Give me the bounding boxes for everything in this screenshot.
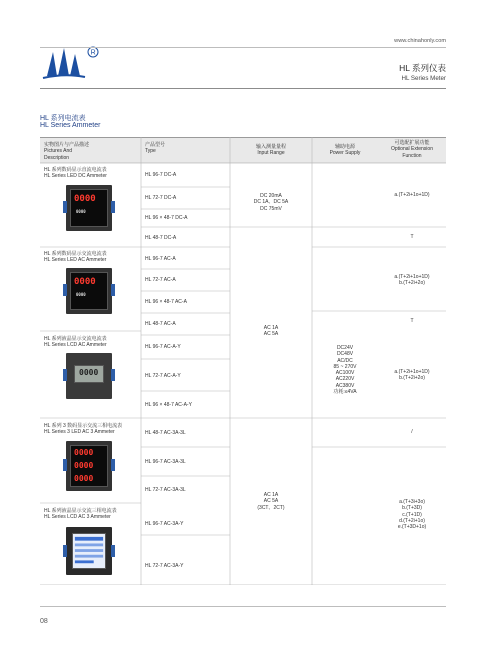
- header-rule-lower: [40, 88, 446, 89]
- header-input-range: 输入测量量程 Input Range: [255, 144, 286, 157]
- header-power-supply: 辅助电源 Power Supply: [329, 144, 361, 157]
- led-dc-meter-image: [66, 185, 112, 231]
- group-led-dc-label: HL 系列数码显示直流电流表 HL Series LED DC Ammeter: [44, 167, 107, 180]
- type-cell: HL 96-7 AC-3A-3L: [145, 459, 186, 465]
- meter-readout-small: 0000: [76, 292, 86, 297]
- type-cell: HL 72-7 AC-3A-3L: [145, 487, 186, 493]
- sailboat-logo: [41, 44, 105, 82]
- option-ac-cell: a.(T+2i+1o+1D) b.(T+2i+2o): [394, 274, 430, 287]
- svg-text:R: R: [90, 49, 96, 57]
- type-cell: HL 96-7 DC-A: [145, 172, 177, 178]
- option-ac-small-cell: T: [410, 318, 414, 324]
- meter-readout-small: 0000: [76, 209, 86, 214]
- website-url[interactable]: www.chinahonly.com: [394, 38, 446, 44]
- three-led-meter-image: [66, 441, 112, 491]
- type-cell: HL 48-7 DC-A: [145, 235, 177, 241]
- option-3led-cell: /: [411, 429, 413, 435]
- type-cell: HL 96-7 AC-A-Y: [145, 344, 181, 350]
- type-cell: HL 72-7 AC-A-Y: [145, 373, 181, 379]
- type-cell: HL 96 × 48-7 AC-A: [145, 299, 187, 305]
- section-title-cn: HL 系列电流表: [40, 115, 86, 122]
- ammeter-spec-table: [40, 137, 446, 585]
- type-cell: HL 72-7 AC-3A-Y: [145, 563, 184, 569]
- type-cell: HL 96-7 AC-A: [145, 256, 176, 262]
- type-cell: HL 96 × 48-7 DC-A: [145, 215, 188, 221]
- lcd-ac-meter-image: [66, 353, 112, 399]
- header-pictures: 实物图片与产品描述 Pictures And Description: [44, 142, 90, 161]
- meter-readout: 0000: [79, 368, 99, 377]
- group-led-ac-label: HL 系列数码显示交流电流表 HL Series LED AC Ammeter: [44, 251, 107, 264]
- range-ac-cell: AC 1A AC 5A: [263, 325, 279, 338]
- header-type: 产品型号 Type: [145, 142, 166, 155]
- header-rule: [40, 47, 446, 48]
- option-lcd-cell: a.(T+2i+1o+1D) b.(T+2i+2o): [394, 369, 430, 382]
- group-lcd-ac-label: HL 系列液晶显示交流电流表 HL Series LCD AC Ammeter: [44, 336, 107, 349]
- group-3led-ac-label: HL 系列 3 数码显示交流三相电流表 HL Series 3 LED AC 3 Ammeter: [44, 423, 123, 436]
- type-cell: HL 48-7 AC-A: [145, 321, 176, 327]
- header-optional-extension: 可选配扩展功能 Optional Extension Function: [391, 140, 433, 159]
- power-supply-cell: DC24V DC48V AC/DC 85 ~ 270V AC100V AC220V AC380V 功耗:≤4VA: [333, 345, 357, 396]
- type-cell: HL 96-7 AC-3A-Y: [145, 521, 184, 527]
- meter-readout: 0000: [74, 461, 94, 470]
- meter-readout: 0000: [74, 194, 96, 204]
- option-3lcd-cell: a.(T+3i+3o) b.(T+3D) c.(T+1D) d.(T+2i+1o) e.(T+3D+1o): [397, 499, 427, 531]
- option-dc-cell: a.(T+2i+1o+1D): [394, 192, 430, 198]
- type-cell: HL 48-7 AC-3A-3L: [145, 430, 186, 436]
- meter-readout: 0000: [74, 448, 94, 457]
- page-number: 08: [40, 618, 48, 625]
- meter-readout: 0000: [74, 474, 94, 483]
- group-lcd-3ph-label: HL 系列液晶显示交流三相电流表 HL Series LCD AC 3 Ammeter: [44, 508, 117, 521]
- led-ac-meter-image: [66, 268, 112, 314]
- meter-readout: 0000: [74, 277, 96, 287]
- footer-rule: [40, 606, 446, 607]
- range-dc-cell: DC 20mA DC 1A、DC 5A DC 75mV: [253, 193, 289, 212]
- option-dc-small-cell: T: [410, 234, 414, 240]
- type-cell: HL 72-7 AC-A: [145, 277, 176, 283]
- lcd-screen-icon: [73, 534, 105, 568]
- type-cell: HL 72-7 DC-A: [145, 195, 177, 201]
- range-3ph-cell: AC 1A AC 5A (3CT、2CT): [257, 492, 285, 511]
- type-cell: HL 96 × 48-7 AC-A-Y: [145, 402, 192, 408]
- brand-title-cn: HL 系列仪表: [399, 63, 446, 73]
- lcd-3ph-meter-image: [66, 527, 112, 575]
- section-title-en: HL Series Ammeter: [40, 122, 101, 129]
- brand-title-en: HL Series Meter: [401, 75, 446, 82]
